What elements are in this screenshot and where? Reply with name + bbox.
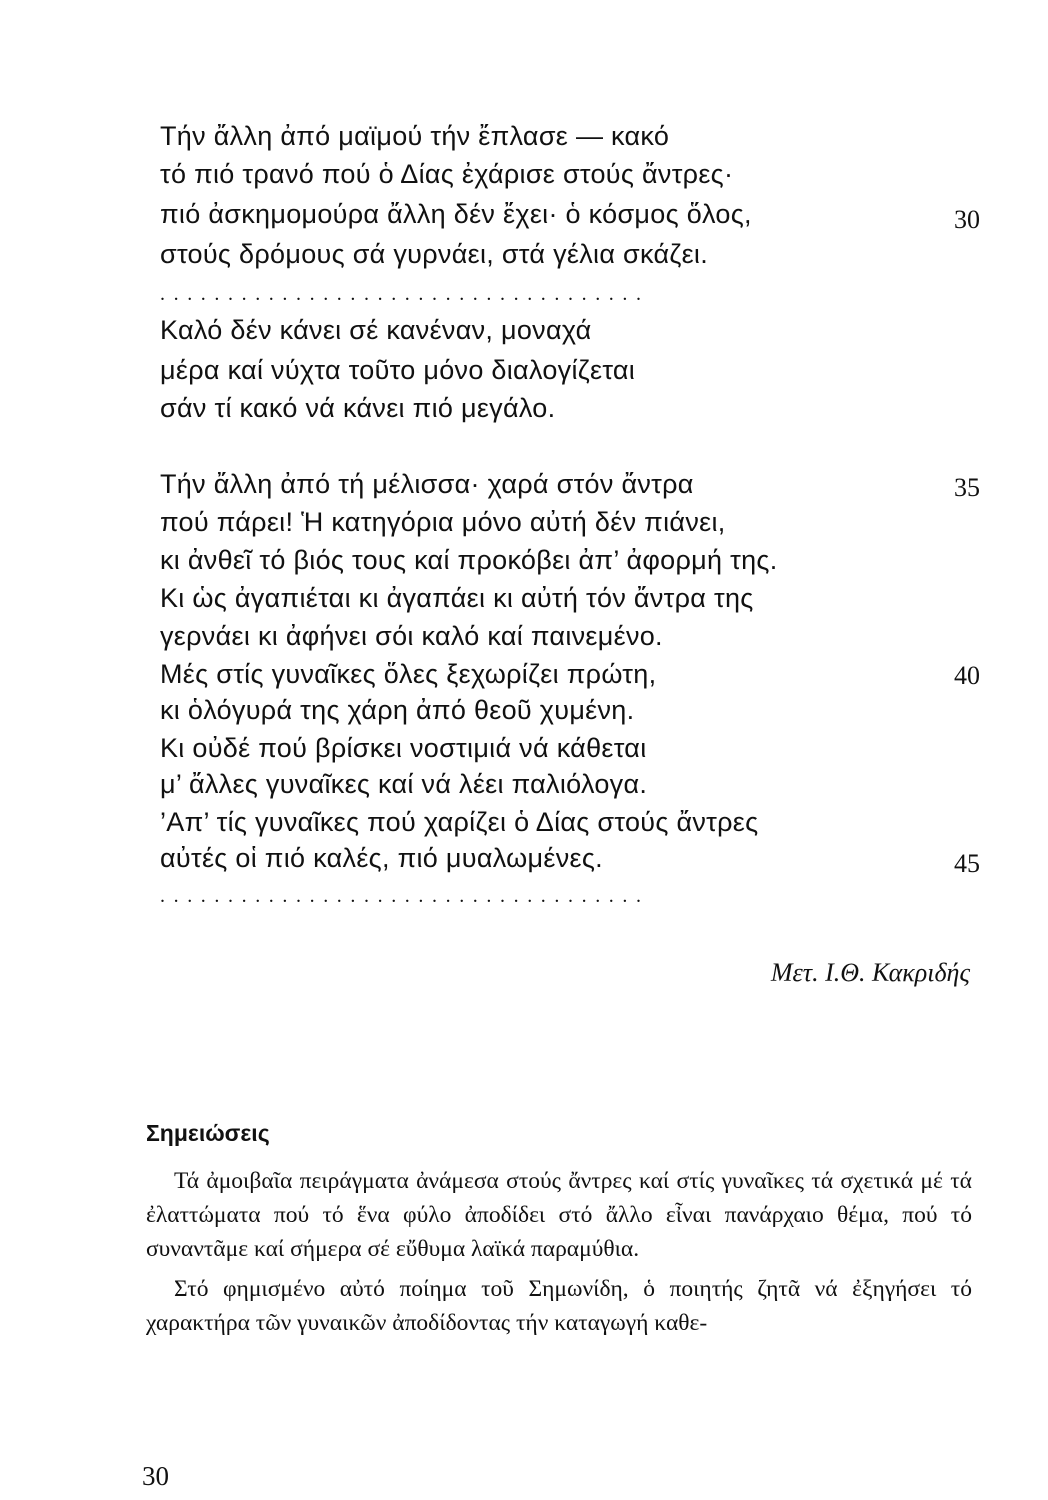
poem-line: Μές στίς γυναῖκες ὅλες ξεχωρίζει πρώτη, [160, 659, 657, 689]
translator-credit: Μετ. Ι.Θ. Κακριδής [770, 958, 970, 987]
poem-line: πού πάρει! Ἡ κατηγόρια μόνο αὐτή δέν πιάνει, [160, 507, 726, 537]
ellipsis-row: .................................... [160, 885, 650, 907]
poem-line: αὐτές οἱ πιό καλές, πιό μυαλωμένες. [160, 843, 603, 873]
ellipsis-row: .................................... [160, 283, 650, 305]
poem-line: στούς δρόμους σά γυρνάει, στά γέλια σκάζει. [160, 239, 709, 269]
line-number: 30 [954, 205, 980, 234]
page-number: 30 [142, 1461, 169, 1491]
poem-line: Κι οὐδέ πού βρίσκει νοστιμιά νά κάθεται [160, 733, 647, 763]
poem-line: μ’ ἄλλες γυναῖκες καί νά λέει παλιόλογα. [160, 769, 648, 799]
line-number: 45 [954, 849, 980, 878]
notes-paragraph: Τά ἀμοιβαῖα πειράγματα ἀνάμεσα στούς ἄντρες καί στίς γυναῖκες τά σχετικά μέ τά ἐλαττώματα πού τό ἕνα φύλο ἀποδίδει στό ἄλλο εἶναι πανάρχαιο θέμα, πού τό συναντᾶμε καί σήμερα σέ εὔθυμα λαϊκά παραμύθια. [146, 1168, 972, 1262]
poem-line: ’Απ’ τίς γυναῖκες πού χαρίζει ὁ Δίας στούς ἄντρες [160, 807, 759, 837]
line-number: 35 [954, 473, 980, 502]
poem-line: σάν τί κακό νά κάνει πιό μεγάλο. [160, 393, 556, 423]
poem-line: μέρα καί νύχτα τοῦτο μόνο διαλογίζεται [160, 355, 636, 385]
poem-line: κι ὁλόγυρά της χάρη ἀπό θεοῦ χυμένη. [160, 695, 635, 725]
notes-body [146, 1164, 972, 1346]
notes-paragraph: Στό φημισμένο αὐτό ποίημα τοῦ Σημωνίδη, ὁ ποιητής ζητᾶ νά ἐξηγήσει τό χαρακτήρα τῶν γυναικῶν ἀποδίδοντας τήν καταγωγή καθε- [146, 1276, 972, 1336]
poem-line: πιό ἀσκημομούρα ἄλλη δέν ἔχει· ὁ κόσμος ὅλος, [160, 199, 752, 229]
poem-line: Κι ὡς ἀγαπιέται κι ἀγαπάει κι αὐτή τόν ἄντρα της [160, 583, 754, 613]
poem-line: Καλό δέν κάνει σέ κανέναν, μοναχά [160, 315, 592, 345]
poem-line: Τήν ἄλλη ἀπό τή μέλισσα· χαρά στόν ἄντρα [160, 469, 694, 499]
poem-line: τό πιό τρανό πού ὁ Δίας ἐχάρισε στούς ἄντρες· [160, 159, 734, 189]
poem-line: Τήν ἄλλη ἀπό μαϊμού τήν ἔπλασε — κακό [160, 121, 670, 151]
notes-heading: Σημειώσεις [146, 1120, 270, 1146]
poem-line: γερνάει κι ἀφήνει σόι καλό καί παινεμένο. [160, 621, 663, 651]
poem-line: κι ἀνθεῖ τό βιός τους καί προκόβει ἀπ’ ἀφορμή της. [160, 545, 778, 575]
line-number: 40 [954, 661, 980, 690]
